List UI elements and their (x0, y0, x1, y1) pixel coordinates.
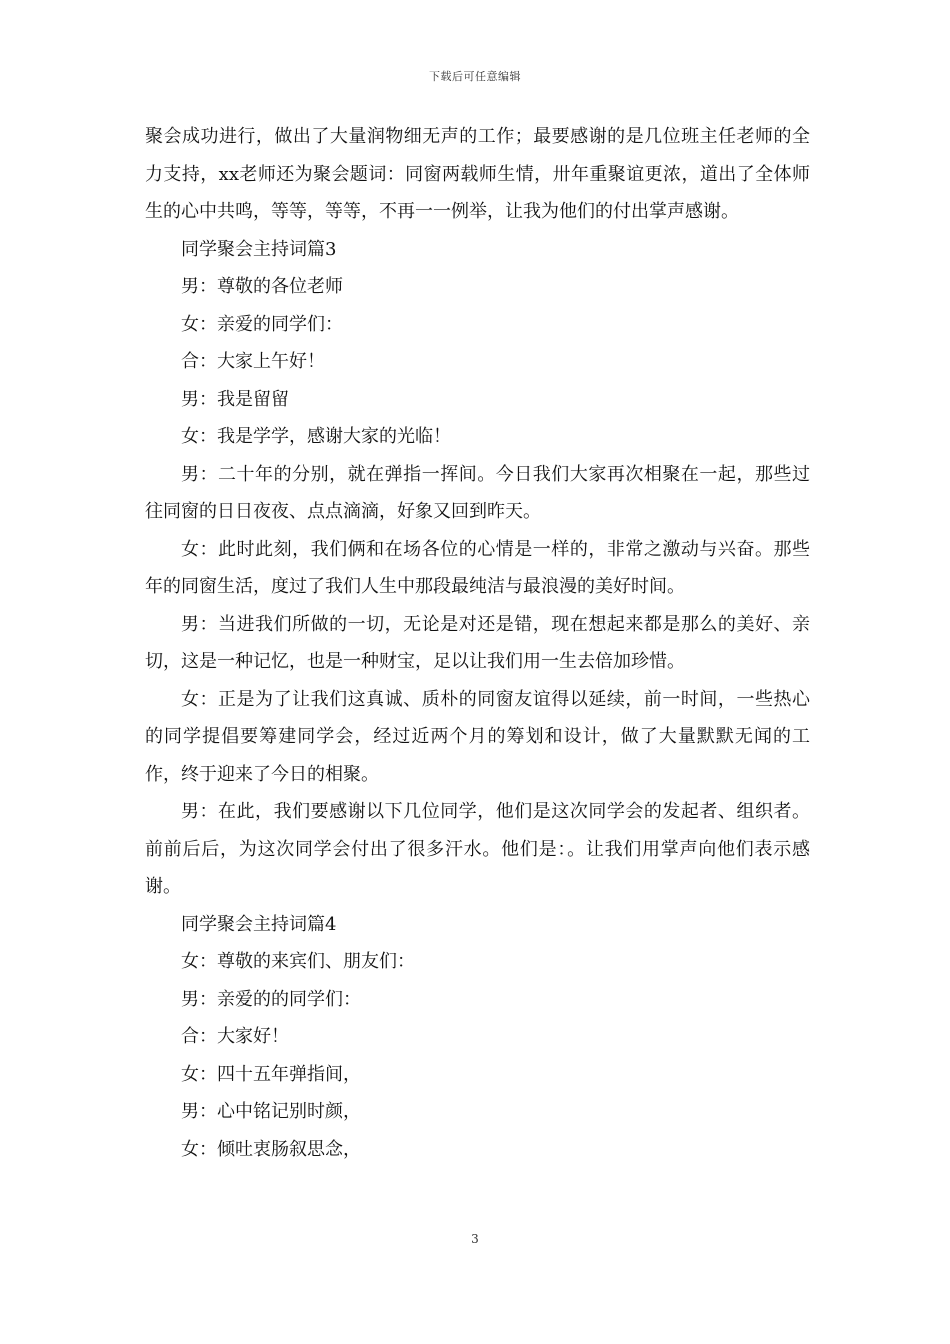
page-header: 下载后可任意编辑 (429, 70, 521, 83)
dialogue-paragraph: 男：在此，我们要感谢以下几位同学，他们是这次同学会的发起者、组织者。前前后后，为这次同学会付出了很多汗水。他们是：。让我们用掌声向他们表示感谢。 (145, 801, 810, 897)
dialogue-paragraph: 男：当进我们所做的一切，无论是对还是错，现在想起来都是那么的美好、亲切，这是一种记忆，也是一种财宝，足以让我们用一生去倍加珍惜。 (145, 613, 810, 672)
document-body (145, 118, 810, 1168)
dialogue-paragraph: 女：正是为了让我们这真诚、质朴的同窗友谊得以延续，前一时间，一些热心的同学提倡要筹建同学会，经过近两个月的筹划和设计，做了大量默默无闻的工作，终于迎来了今日的相聚。 (145, 688, 810, 785)
dialogue-line: 男：亲爱的的同学们： (181, 988, 361, 1010)
dialogue-line: 女：亲爱的同学们： (181, 313, 343, 335)
dialogue-line: 女：四十五年弹指间， (181, 1063, 361, 1085)
dialogue-line: 合：大家上午好！ (181, 351, 325, 372)
dialogue-line: 女：倾吐衷肠叙思念， (181, 1138, 361, 1160)
section-heading: 同学聚会主持词篇3 (181, 238, 337, 260)
dialogue-line: 男：尊敬的各位老师 (181, 276, 343, 297)
dialogue-paragraph: 女：此时此刻，我们俩和在场各位的心情是一样的，非常之激动与兴奋。那些年的同窗生活，度过了我们人生中那段最纯洁与最浪漫的美好时间。 (145, 538, 810, 597)
page-number: 3 (471, 1232, 479, 1246)
dialogue-line: 女：我是学学，感谢大家的光临！ (181, 426, 451, 447)
dialogue-line: 男：我是留留 (181, 388, 289, 410)
dialogue-line: 女：尊敬的来宾们、朋友们： (181, 951, 415, 972)
section-heading: 同学聚会主持词篇4 (181, 913, 337, 935)
dialogue-line: 男：心中铭记别时颜， (181, 1101, 361, 1122)
dialogue-line: 合：大家好！ (181, 1026, 289, 1047)
dialogue-paragraph: 男：二十年的分别，就在弹指一挥间。今日我们大家再次相聚在一起，那些过往同窗的日日夜夜、点点滴滴，好象又回到昨天。 (145, 463, 810, 522)
paragraph-continuation: 聚会成功进行，做出了大量润物细无声的工作；最要感谢的是几位班主任老师的全力支持，xx老师还为聚会题词：同窗两载师生情，卅年重聚谊更浓，道出了全体师生的心中共鸣，等等，等等，不再一一例举，让我为他们的付出掌声感谢。 (145, 126, 810, 222)
